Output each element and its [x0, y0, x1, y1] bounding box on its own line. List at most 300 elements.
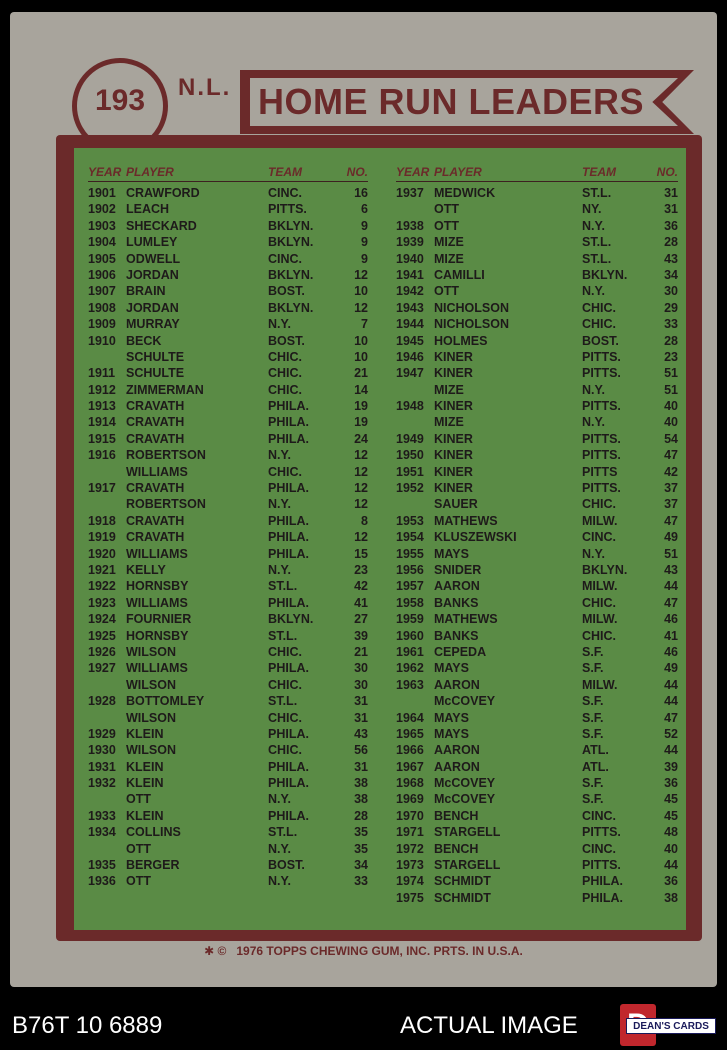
row-year: 1954	[396, 530, 424, 545]
row-team: PHILA.	[582, 890, 623, 905]
row-year: 1949	[396, 431, 424, 446]
row-year: 1940	[396, 251, 424, 266]
table-row	[396, 791, 678, 807]
row-year: 1914	[88, 415, 116, 430]
table-row	[396, 873, 678, 889]
row-no: 30	[354, 661, 368, 676]
table-row	[88, 791, 368, 807]
row-no: 12	[354, 464, 368, 479]
row-team: MILW.	[582, 612, 618, 627]
row-team: PITTS.	[582, 431, 621, 446]
row-year: 1955	[396, 546, 424, 561]
row-team: N.Y.	[268, 874, 291, 889]
row-team: ST.L.	[268, 579, 298, 594]
row-team: CINC.	[268, 251, 303, 266]
row-player: ROBERTSON	[126, 497, 206, 512]
row-year	[88, 464, 126, 480]
row-year: 1936	[88, 874, 116, 889]
deans-cards-logo	[620, 1004, 716, 1046]
row-no: 44	[664, 677, 678, 692]
row-year	[88, 496, 126, 512]
row-player: AARON	[434, 677, 480, 692]
row-player: BENCH	[434, 808, 479, 823]
row-no: 46	[664, 612, 678, 627]
row-year	[88, 710, 126, 726]
row-team: CHIC.	[582, 595, 617, 610]
row-no: 31	[354, 759, 368, 774]
row-no: 12	[354, 530, 368, 545]
row-year: 1933	[88, 808, 116, 823]
table-row	[88, 611, 368, 627]
row-player: OTT	[126, 874, 151, 889]
row-player: OTT	[434, 202, 459, 217]
row-player: FOURNIER	[126, 612, 192, 627]
row-year: 1925	[88, 628, 116, 643]
row-no: 47	[664, 595, 678, 610]
row-player: WILSON	[126, 677, 176, 692]
row-team: PITTS.	[268, 202, 307, 217]
row-year: 1913	[88, 399, 116, 414]
row-year: 1943	[396, 300, 424, 315]
row-player: SHECKARD	[126, 218, 197, 233]
table-row	[396, 283, 678, 299]
row-no: 12	[354, 481, 368, 496]
row-year: 1909	[88, 317, 116, 332]
row-team: PHILA.	[268, 776, 309, 791]
row-player: BENCH	[434, 841, 479, 856]
row-player: McCOVEY	[434, 776, 496, 791]
row-year: 1931	[88, 759, 116, 774]
row-player: CEPEDA	[434, 644, 487, 659]
row-no: 28	[664, 235, 678, 250]
table-row	[396, 546, 678, 562]
row-player: MIZE	[434, 415, 464, 430]
table-row	[396, 431, 678, 447]
row-team: N.Y.	[268, 497, 291, 512]
row-no: 16	[354, 186, 368, 200]
table-row	[396, 218, 678, 234]
row-no: 10	[354, 333, 368, 348]
row-team: CHIC.	[268, 710, 303, 725]
row-no: 43	[664, 562, 678, 577]
table-row	[396, 693, 678, 709]
row-no: 24	[354, 431, 368, 446]
header-player: PLAYER	[126, 165, 174, 179]
row-year: 1967	[396, 759, 424, 774]
table-row	[88, 857, 368, 873]
row-team: PITTS.	[582, 349, 621, 364]
row-no: 9	[361, 235, 368, 250]
right-column	[396, 163, 678, 906]
row-team: ST.L.	[268, 628, 298, 643]
row-no: 46	[664, 644, 678, 659]
table-row	[88, 808, 368, 824]
row-no: 40	[664, 399, 678, 414]
row-player: BECK	[126, 333, 162, 348]
row-player: CRAWFORD	[126, 186, 200, 200]
table-row	[396, 595, 678, 611]
row-no: 38	[354, 776, 368, 791]
row-year: 1927	[88, 661, 116, 676]
table-row	[396, 447, 678, 463]
row-player: BRAIN	[126, 284, 166, 299]
row-player: JORDAN	[126, 267, 179, 282]
row-team: N.Y.	[268, 448, 291, 463]
row-team: BOST.	[268, 333, 305, 348]
table-row	[396, 529, 678, 545]
row-no: 30	[354, 677, 368, 692]
row-no: 34	[664, 267, 678, 282]
row-player: COLLINS	[126, 825, 181, 840]
table-row	[88, 529, 368, 545]
row-year: 1963	[396, 677, 424, 692]
header-team: TEAM	[582, 165, 616, 179]
row-team: PHILA.	[268, 808, 309, 823]
row-player: KLEIN	[126, 759, 164, 774]
row-player: MIZE	[434, 251, 464, 266]
row-player: ROBERTSON	[126, 448, 206, 463]
row-no: 35	[354, 825, 368, 840]
table-row	[88, 562, 368, 578]
row-player: WILLIAMS	[126, 661, 188, 676]
row-player: NICHOLSON	[434, 317, 509, 332]
row-year: 1951	[396, 464, 424, 479]
row-player: WILLIAMS	[126, 595, 188, 610]
row-player: KLEIN	[126, 808, 164, 823]
row-team: PITTS.	[582, 858, 621, 873]
row-year: 1952	[396, 481, 424, 496]
row-year: 1956	[396, 562, 424, 577]
row-team: S.F.	[582, 726, 604, 741]
row-no: 49	[664, 530, 678, 545]
row-team: CINC.	[582, 841, 617, 856]
table-row	[88, 873, 368, 889]
row-year: 1918	[88, 513, 116, 528]
table-row	[88, 464, 368, 480]
table-row	[88, 726, 368, 742]
row-year: 1970	[396, 808, 424, 823]
row-team: ATL.	[582, 743, 609, 758]
row-no: 15	[354, 546, 368, 561]
row-team: S.F.	[582, 694, 604, 709]
row-team: CHIC.	[582, 628, 617, 643]
row-team: CINC.	[582, 808, 617, 823]
table-row	[396, 365, 678, 381]
table-row	[88, 333, 368, 349]
table-row	[396, 660, 678, 676]
row-player: MATHEWS	[434, 612, 498, 627]
row-year: 1953	[396, 513, 424, 528]
cert-number: B76T 10 6889	[12, 1012, 163, 1039]
header-player: PLAYER	[434, 165, 482, 179]
row-no: 14	[354, 382, 368, 397]
row-year: 1960	[396, 628, 424, 643]
row-team: CINC.	[268, 186, 303, 200]
row-year	[396, 496, 434, 512]
row-no: 6	[361, 202, 368, 217]
row-player: HORNSBY	[126, 579, 189, 594]
row-no: 35	[354, 841, 368, 856]
row-no: 33	[664, 317, 678, 332]
row-year: 1946	[396, 349, 424, 364]
row-year	[88, 791, 126, 807]
row-year: 1921	[88, 562, 116, 577]
row-player: WILSON	[126, 743, 176, 758]
actual-image-label: ACTUAL IMAGE	[400, 1012, 578, 1039]
row-team: PITTS.	[582, 825, 621, 840]
row-team: BOST.	[582, 333, 619, 348]
row-team: BKLYN.	[582, 562, 628, 577]
table-row	[88, 382, 368, 398]
table-row	[396, 759, 678, 775]
row-no: 27	[354, 612, 368, 627]
card-number: 193	[94, 84, 146, 117]
table-row	[88, 267, 368, 283]
row-team: N.Y.	[582, 415, 605, 430]
table-row	[88, 218, 368, 234]
table-row	[396, 726, 678, 742]
row-team: N.Y.	[582, 284, 605, 299]
row-team: CHIC.	[268, 677, 303, 692]
row-team: CHIC.	[582, 317, 617, 332]
row-no: 51	[664, 546, 678, 561]
row-player: WILLIAMS	[126, 464, 188, 479]
table-row	[88, 628, 368, 644]
row-year: 1969	[396, 792, 424, 807]
row-team: BOST.	[268, 284, 305, 299]
row-team: ST.L.	[582, 235, 612, 250]
row-no: 9	[361, 218, 368, 233]
row-year: 1973	[396, 858, 424, 873]
row-player: KLEIN	[126, 726, 164, 741]
left-column	[88, 163, 368, 890]
table-row	[88, 365, 368, 381]
row-year: 1944	[396, 317, 424, 332]
row-player: MAYS	[434, 726, 469, 741]
row-player: SCHULTE	[126, 366, 185, 381]
table-row	[396, 824, 678, 840]
row-team: ST.L.	[268, 694, 298, 709]
row-player: KINER	[434, 399, 473, 414]
copyright-line	[0, 944, 727, 958]
table-row	[396, 316, 678, 332]
row-no: 37	[664, 497, 678, 512]
row-no: 12	[354, 300, 368, 315]
row-year: 1950	[396, 448, 424, 463]
table-row	[396, 251, 678, 267]
row-team: S.F.	[582, 661, 604, 676]
row-year: 1917	[88, 481, 116, 496]
row-team: CHIC.	[268, 366, 303, 381]
row-player: CRAVATH	[126, 530, 185, 545]
row-no: 41	[664, 628, 678, 643]
row-no: 42	[354, 579, 368, 594]
table-row	[88, 431, 368, 447]
row-player: SNIDER	[434, 562, 482, 577]
row-year: 1906	[88, 267, 116, 282]
row-no: 47	[664, 710, 678, 725]
row-year: 1966	[396, 743, 424, 758]
row-player: MURRAY	[126, 317, 180, 332]
row-team: BKLYN.	[268, 612, 314, 627]
table-row	[88, 185, 368, 201]
row-year: 1926	[88, 644, 116, 659]
row-player: ODWELL	[126, 251, 181, 266]
row-team: PHILA.	[268, 759, 309, 774]
header-year: YEAR	[396, 165, 430, 179]
row-no: 19	[354, 399, 368, 414]
row-year: 1938	[396, 218, 424, 233]
row-player: SAUER	[434, 497, 478, 512]
row-team: PHILA.	[582, 874, 623, 889]
row-year: 1912	[88, 382, 116, 397]
table-row	[88, 300, 368, 316]
row-team: S.F.	[582, 776, 604, 791]
table-row	[88, 201, 368, 217]
row-team: PHILA.	[268, 513, 309, 528]
row-no: 44	[664, 694, 678, 709]
row-player: MAYS	[434, 546, 469, 561]
row-player: KLUSZEWSKI	[434, 530, 517, 545]
row-player: MAYS	[434, 661, 469, 676]
row-player: OTT	[126, 841, 151, 856]
row-year	[88, 349, 126, 365]
row-no: 28	[664, 333, 678, 348]
row-no: 45	[664, 792, 678, 807]
table-row	[396, 742, 678, 758]
row-year: 1971	[396, 825, 424, 840]
row-year: 1961	[396, 644, 424, 659]
row-no: 38	[664, 890, 678, 905]
table-row	[88, 234, 368, 250]
table-row	[396, 578, 678, 594]
row-year: 1915	[88, 431, 116, 446]
copyright-icon: ✱ ©	[204, 944, 227, 958]
table-row	[396, 414, 678, 430]
row-player: OTT	[126, 792, 151, 807]
table-row	[396, 464, 678, 480]
row-team: CHIC.	[268, 349, 303, 364]
row-year: 1905	[88, 251, 116, 266]
table-header	[396, 163, 678, 182]
table-row	[88, 283, 368, 299]
row-no: 44	[664, 858, 678, 873]
row-no: 36	[664, 874, 678, 889]
row-year: 1959	[396, 612, 424, 627]
row-year: 1935	[88, 858, 116, 873]
table-row	[396, 562, 678, 578]
row-player: SCHMIDT	[434, 890, 491, 905]
row-team: PHILA.	[268, 530, 309, 545]
row-year: 1903	[88, 218, 116, 233]
row-year	[88, 677, 126, 693]
row-no: 37	[664, 481, 678, 496]
row-no: 47	[664, 448, 678, 463]
row-no: 9	[361, 251, 368, 266]
row-player: LUMLEY	[126, 235, 178, 250]
row-team: PITTS.	[582, 399, 621, 414]
row-team: CINC.	[582, 530, 617, 545]
table-row	[88, 660, 368, 676]
row-team: CHIC.	[268, 644, 303, 659]
row-player: BOTTOMLEY	[126, 694, 205, 709]
header-year: YEAR	[88, 165, 122, 179]
row-team: CHIC.	[268, 464, 303, 479]
row-team: BKLYN.	[268, 235, 314, 250]
row-player: CRAVATH	[126, 481, 185, 496]
row-no: 31	[664, 186, 678, 200]
table-row	[396, 611, 678, 627]
row-no: 40	[664, 841, 678, 856]
table-row	[396, 677, 678, 693]
table-row	[88, 349, 368, 365]
table-row	[396, 775, 678, 791]
row-player: ZIMMERMAN	[126, 382, 204, 397]
card-title: HOME RUN LEADERS	[258, 81, 645, 122]
row-player: McCOVEY	[434, 694, 496, 709]
row-team: BKLYN.	[268, 267, 314, 282]
table-row	[88, 513, 368, 529]
table-row	[88, 447, 368, 463]
row-year: 1907	[88, 284, 116, 299]
row-player: KLEIN	[126, 776, 164, 791]
row-no: 31	[354, 694, 368, 709]
table-row	[396, 644, 678, 660]
row-year: 1941	[396, 267, 424, 282]
table-row	[88, 710, 368, 726]
row-year: 1910	[88, 333, 116, 348]
row-no: 39	[354, 628, 368, 643]
row-team: CHIC.	[268, 382, 303, 397]
row-no: 31	[354, 710, 368, 725]
row-year: 1928	[88, 694, 116, 709]
row-team: PHILA.	[268, 726, 309, 741]
table-row	[396, 628, 678, 644]
row-year: 1908	[88, 300, 116, 315]
row-no: 28	[354, 808, 368, 823]
table-row	[396, 841, 678, 857]
table-row	[396, 349, 678, 365]
row-team: PITTS.	[582, 448, 621, 463]
row-no: 43	[664, 251, 678, 266]
row-year: 1972	[396, 841, 424, 856]
table-row	[396, 234, 678, 250]
row-team: N.Y.	[582, 382, 605, 397]
row-year	[396, 201, 434, 217]
row-player: AARON	[434, 579, 480, 594]
row-player: KINER	[434, 464, 473, 479]
row-team: N.Y.	[582, 218, 605, 233]
row-year: 1958	[396, 595, 424, 610]
row-team: MILW.	[582, 579, 618, 594]
row-player: OTT	[434, 218, 459, 233]
row-team: N.Y.	[582, 546, 605, 561]
row-team: PHILA.	[268, 431, 309, 446]
table-row	[88, 841, 368, 857]
row-team: PHILA.	[268, 481, 309, 496]
table-row	[396, 710, 678, 726]
row-year: 1922	[88, 579, 116, 594]
row-no: 8	[361, 513, 368, 528]
row-team: PITTS.	[582, 366, 621, 381]
table-row	[88, 316, 368, 332]
row-player: MIZE	[434, 235, 464, 250]
table-row	[88, 251, 368, 267]
row-no: 21	[354, 644, 368, 659]
right-rows	[396, 185, 678, 906]
table-row	[396, 496, 678, 512]
row-team: PHILA.	[268, 399, 309, 414]
